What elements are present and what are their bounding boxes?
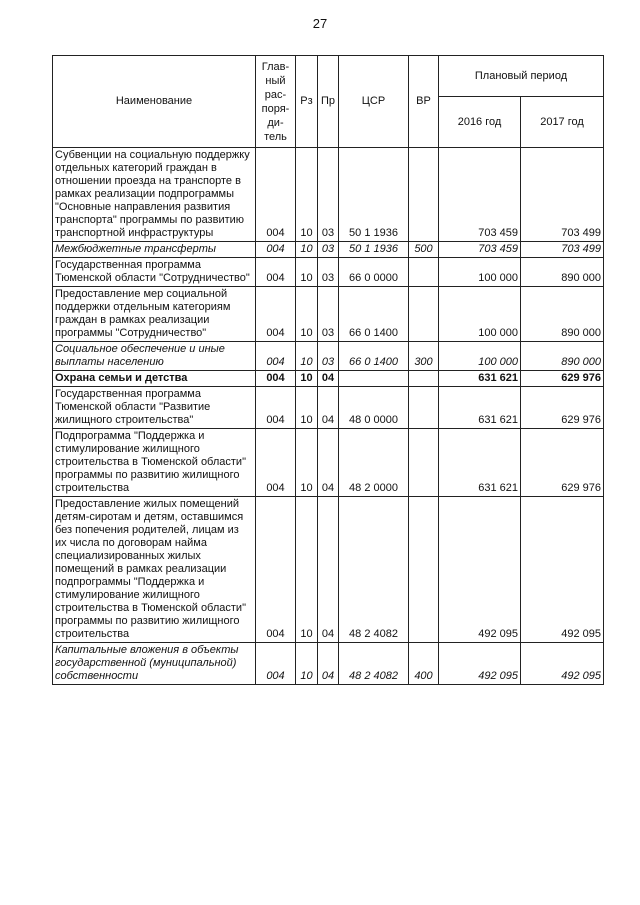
- cell-2016: 492 095: [439, 643, 521, 685]
- table-row: [53, 148, 604, 242]
- table-row: [53, 342, 604, 371]
- cell-rz: 10: [296, 387, 318, 429]
- cell-grbs: 004: [256, 342, 296, 371]
- cell-rz: 10: [296, 242, 318, 258]
- cell-grbs: 004: [256, 387, 296, 429]
- cell-2017: 703 499: [521, 148, 604, 242]
- cell-2017: 890 000: [521, 287, 604, 342]
- header-pr: Пр: [318, 56, 339, 148]
- cell-2016: 100 000: [439, 287, 521, 342]
- header-grbs: Глав- ный рас- поря- ди- тель: [256, 56, 296, 148]
- cell-2017: 492 095: [521, 643, 604, 685]
- cell-rz: 10: [296, 429, 318, 497]
- cell-csr: 48 2 4082: [339, 643, 409, 685]
- cell-pr: 04: [318, 429, 339, 497]
- cell-grbs: 004: [256, 429, 296, 497]
- table-row: [53, 371, 604, 387]
- cell-2016: 100 000: [439, 258, 521, 287]
- header-csr: ЦСР: [339, 56, 409, 148]
- table-row: [53, 287, 604, 342]
- cell-pr: 04: [318, 371, 339, 387]
- cell-vr: [409, 371, 439, 387]
- cell-name: Социальное обеспечение и иные выплаты населению: [53, 342, 256, 371]
- cell-rz: 10: [296, 371, 318, 387]
- cell-csr: 48 2 0000: [339, 429, 409, 497]
- cell-csr: 66 0 1400: [339, 287, 409, 342]
- cell-grbs: 004: [256, 287, 296, 342]
- cell-name: Охрана семьи и детства: [53, 371, 256, 387]
- cell-rz: 10: [296, 258, 318, 287]
- cell-name: Капитальные вложения в объекты государственной (муниципальной) собственности: [53, 643, 256, 685]
- cell-vr: [409, 148, 439, 242]
- cell-vr: 300: [409, 342, 439, 371]
- cell-name: Субвенции на социальную поддержку отдельных категорий граждан в отношении проезда на транспорте в рамках реализации подпрограммы "Основные направления развития транспорта" программы по развитию транспортной инфраструктуры: [53, 148, 256, 242]
- cell-name: Государственная программа Тюменской области "Развитие жилищного строительства": [53, 387, 256, 429]
- cell-csr: 66 0 0000: [339, 258, 409, 287]
- cell-2017: 629 976: [521, 387, 604, 429]
- cell-rz: 10: [296, 342, 318, 371]
- cell-2017: 890 000: [521, 258, 604, 287]
- header-name: Наименование: [53, 56, 256, 148]
- table-row: [53, 429, 604, 497]
- cell-pr: 03: [318, 342, 339, 371]
- cell-2017: 890 000: [521, 342, 604, 371]
- cell-vr: 400: [409, 643, 439, 685]
- cell-name: Межбюджетные трансферты: [53, 242, 256, 258]
- cell-rz: 10: [296, 497, 318, 643]
- cell-2016: 631 621: [439, 429, 521, 497]
- page-number: 27: [312, 16, 328, 31]
- cell-pr: 03: [318, 287, 339, 342]
- cell-vr: 500: [409, 242, 439, 258]
- cell-csr: 48 0 0000: [339, 387, 409, 429]
- cell-grbs: 004: [256, 258, 296, 287]
- cell-csr: 66 0 1400: [339, 342, 409, 371]
- cell-2017: 629 976: [521, 429, 604, 497]
- cell-vr: [409, 497, 439, 643]
- cell-rz: 10: [296, 287, 318, 342]
- cell-pr: 03: [318, 258, 339, 287]
- cell-grbs: 004: [256, 643, 296, 685]
- cell-2016: 703 459: [439, 148, 521, 242]
- table-row: [53, 643, 604, 685]
- table-row: [53, 497, 604, 643]
- cell-name: Предоставление мер социальной поддержки отдельным категориям граждан в рамках реализации программы "Сотрудничество": [53, 287, 256, 342]
- cell-pr: 03: [318, 148, 339, 242]
- cell-2016: 631 621: [439, 387, 521, 429]
- cell-grbs: 004: [256, 371, 296, 387]
- cell-2017: 703 499: [521, 242, 604, 258]
- cell-vr: [409, 287, 439, 342]
- cell-name: Предоставление жилых помещений детям-сиротам и детям, оставшимся без попечения родителей, лицам из их числа по договорам найма специализированных жилых помещений в рамках реализации подпрограммы "Поддержка и стимулирование жилищного строительства в Тюменской области" программы по развитию жилищного строительства: [53, 497, 256, 643]
- header-rz: Рз: [296, 56, 318, 148]
- cell-rz: 10: [296, 148, 318, 242]
- cell-2017: 492 095: [521, 497, 604, 643]
- table-row: [53, 387, 604, 429]
- cell-name: Подпрограмма "Поддержка и стимулирование жилищного строительства в Тюменской области" программы по развитию жилищного строительства: [53, 429, 256, 497]
- cell-grbs: 004: [256, 497, 296, 643]
- cell-vr: [409, 258, 439, 287]
- cell-csr: [339, 371, 409, 387]
- table-body: [53, 148, 604, 685]
- cell-2016: 100 000: [439, 342, 521, 371]
- table-row: [53, 258, 604, 287]
- cell-2016: 492 095: [439, 497, 521, 643]
- budget-table: [52, 55, 604, 685]
- header-planning-period: Плановый период: [439, 56, 604, 97]
- cell-2016: 631 621: [439, 371, 521, 387]
- cell-vr: [409, 387, 439, 429]
- header-vr: ВР: [409, 56, 439, 148]
- cell-csr: 50 1 1936: [339, 148, 409, 242]
- cell-pr: 03: [318, 242, 339, 258]
- cell-name: Государственная программа Тюменской области "Сотрудничество": [53, 258, 256, 287]
- table-row: [53, 242, 604, 258]
- cell-pr: 04: [318, 643, 339, 685]
- cell-grbs: 004: [256, 242, 296, 258]
- cell-2017: 629 976: [521, 371, 604, 387]
- cell-2016: 703 459: [439, 242, 521, 258]
- cell-vr: [409, 429, 439, 497]
- cell-pr: 04: [318, 387, 339, 429]
- cell-pr: 04: [318, 497, 339, 643]
- header-year-2017: 2017 год: [521, 97, 604, 148]
- header-year-2016: 2016 год: [439, 97, 521, 148]
- cell-csr: 48 2 4082: [339, 497, 409, 643]
- cell-rz: 10: [296, 643, 318, 685]
- cell-grbs: 004: [256, 148, 296, 242]
- cell-csr: 50 1 1936: [339, 242, 409, 258]
